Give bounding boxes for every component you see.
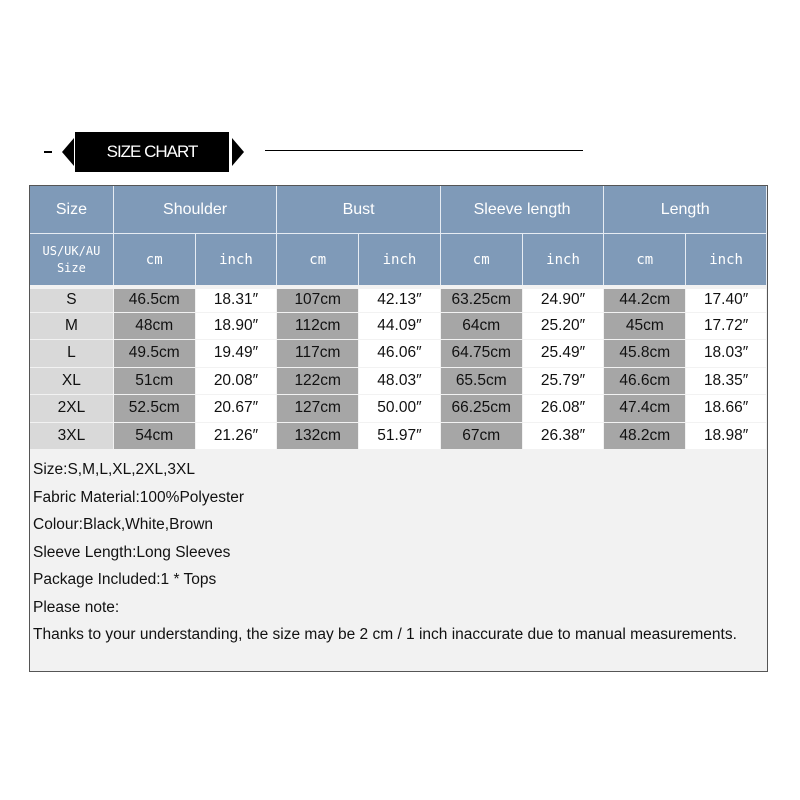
- table-row: [30, 395, 767, 423]
- cell-sleeve-cm: 64cm: [441, 313, 523, 341]
- unit-inch: inch: [686, 233, 767, 285]
- cell-sleeve-in: 26.38″: [523, 423, 605, 451]
- header-shoulder: Shoulder: [114, 186, 278, 233]
- cell-shoulder-cm: 49.5cm: [114, 340, 196, 368]
- header-row: [30, 186, 767, 233]
- cell-shoulder-in: 21.26″: [196, 423, 278, 451]
- cell-length-in: 18.03″: [686, 340, 767, 368]
- cell-sleeve-cm: 67cm: [441, 423, 523, 451]
- header-sleeve-length: Sleeve length: [441, 186, 605, 233]
- cell-size: 2XL: [30, 395, 114, 423]
- note-please-note: Please note:: [33, 598, 120, 616]
- unit-cm: cm: [114, 233, 196, 285]
- cell-bust-in: 50.00″: [359, 395, 441, 423]
- note-fabric: Fabric Material:100%Polyester: [33, 488, 245, 506]
- cell-bust-in: 48.03″: [359, 368, 441, 396]
- cell-shoulder-in: 18.31″: [196, 285, 278, 313]
- table-row: [30, 368, 767, 396]
- cell-size: 3XL: [30, 423, 114, 451]
- size-table: [30, 186, 767, 450]
- cell-bust-cm: 112cm: [277, 313, 359, 341]
- size-region-label: US/UK/AU: [42, 243, 101, 258]
- cell-bust-cm: 107cm: [277, 285, 359, 313]
- cell-sleeve-cm: 64.75cm: [441, 340, 523, 368]
- cell-sleeve-cm: 65.5cm: [441, 368, 523, 396]
- table-row: [30, 313, 767, 341]
- header-length: Length: [604, 186, 767, 233]
- cell-sleeve-in: 26.08″: [523, 395, 605, 423]
- cell-shoulder-cm: 54cm: [114, 423, 196, 451]
- note-disclaimer: Thanks to your understanding, the size may be 2 cm / 1 inch inaccurate due to manual measurements.: [33, 626, 737, 643]
- header-size-region: [30, 233, 114, 285]
- cell-sleeve-in: 25.49″: [523, 340, 605, 368]
- cell-size: M: [30, 313, 114, 341]
- product-notes: [33, 456, 737, 649]
- cell-bust-in: 46.06″: [359, 340, 441, 368]
- cell-shoulder-in: 20.08″: [196, 368, 278, 396]
- note-sizes: Size:S,M,L,XL,2XL,3XL: [33, 461, 195, 478]
- cell-sleeve-in: 25.20″: [523, 313, 605, 341]
- unit-cm: cm: [277, 233, 359, 285]
- cell-shoulder-cm: 52.5cm: [114, 395, 196, 423]
- note-colour: Colour:Black,White,Brown: [33, 516, 214, 533]
- cell-bust-cm: 132cm: [277, 423, 359, 451]
- cell-size: XL: [30, 368, 114, 396]
- cell-length-cm: 45.8cm: [604, 340, 686, 368]
- cell-length-cm: 45cm: [604, 313, 686, 341]
- table-row: [30, 423, 767, 451]
- cell-sleeve-in: 24.90″: [523, 285, 605, 313]
- note-sleeve: Sleeve Length:Long Sleeves: [33, 543, 231, 561]
- cell-shoulder-in: 18.90″: [196, 313, 278, 341]
- cell-bust-cm: 117cm: [277, 340, 359, 368]
- cell-shoulder-in: 19.49″: [196, 340, 278, 368]
- cell-shoulder-in: 20.67″: [196, 395, 278, 423]
- table-row: [30, 340, 767, 368]
- unit-inch: inch: [196, 233, 278, 285]
- table-row: [30, 285, 767, 313]
- cell-length-in: 18.35″: [686, 368, 767, 396]
- note-package: Package Included:1 * Tops: [33, 571, 217, 588]
- unit-cm: cm: [604, 233, 686, 285]
- header-size: Size: [30, 186, 114, 233]
- cell-bust-cm: 127cm: [277, 395, 359, 423]
- cell-length-in: 18.98″: [686, 423, 767, 451]
- banner-dash: [44, 151, 52, 153]
- cell-shoulder-cm: 51cm: [114, 368, 196, 396]
- cell-sleeve-in: 25.79″: [523, 368, 605, 396]
- size-region-sublabel: Size: [56, 260, 86, 275]
- cell-length-in: 17.72″: [686, 313, 767, 341]
- banner-rule: [265, 150, 583, 151]
- cell-shoulder-cm: 46.5cm: [114, 285, 196, 313]
- cell-length-cm: 44.2cm: [604, 285, 686, 313]
- cell-size: L: [30, 340, 114, 368]
- unit-inch: inch: [523, 233, 605, 285]
- cell-length-cm: 48.2cm: [604, 423, 686, 451]
- cell-length-cm: 46.6cm: [604, 368, 686, 396]
- cell-sleeve-cm: 63.25cm: [441, 285, 523, 313]
- cell-length-in: 18.66″: [686, 395, 767, 423]
- size-chart-banner: [0, 130, 800, 176]
- size-chart-frame: [29, 185, 768, 672]
- cell-bust-cm: 122cm: [277, 368, 359, 396]
- unit-cm: cm: [441, 233, 523, 285]
- cell-shoulder-cm: 48cm: [114, 313, 196, 341]
- banner-left-notch: [62, 138, 74, 166]
- unit-inch: inch: [359, 233, 441, 285]
- banner-right-notch: [232, 138, 244, 166]
- banner-title: SIZE CHART: [75, 132, 229, 172]
- cell-bust-in: 44.09″: [359, 313, 441, 341]
- cell-length-in: 17.40″: [686, 285, 767, 313]
- cell-length-cm: 47.4cm: [604, 395, 686, 423]
- unit-row: [30, 233, 767, 285]
- cell-bust-in: 51.97″: [359, 423, 441, 451]
- header-bust: Bust: [277, 186, 440, 233]
- cell-bust-in: 42.13″: [359, 285, 441, 313]
- cell-sleeve-cm: 66.25cm: [441, 395, 523, 423]
- cell-size: S: [30, 285, 114, 313]
